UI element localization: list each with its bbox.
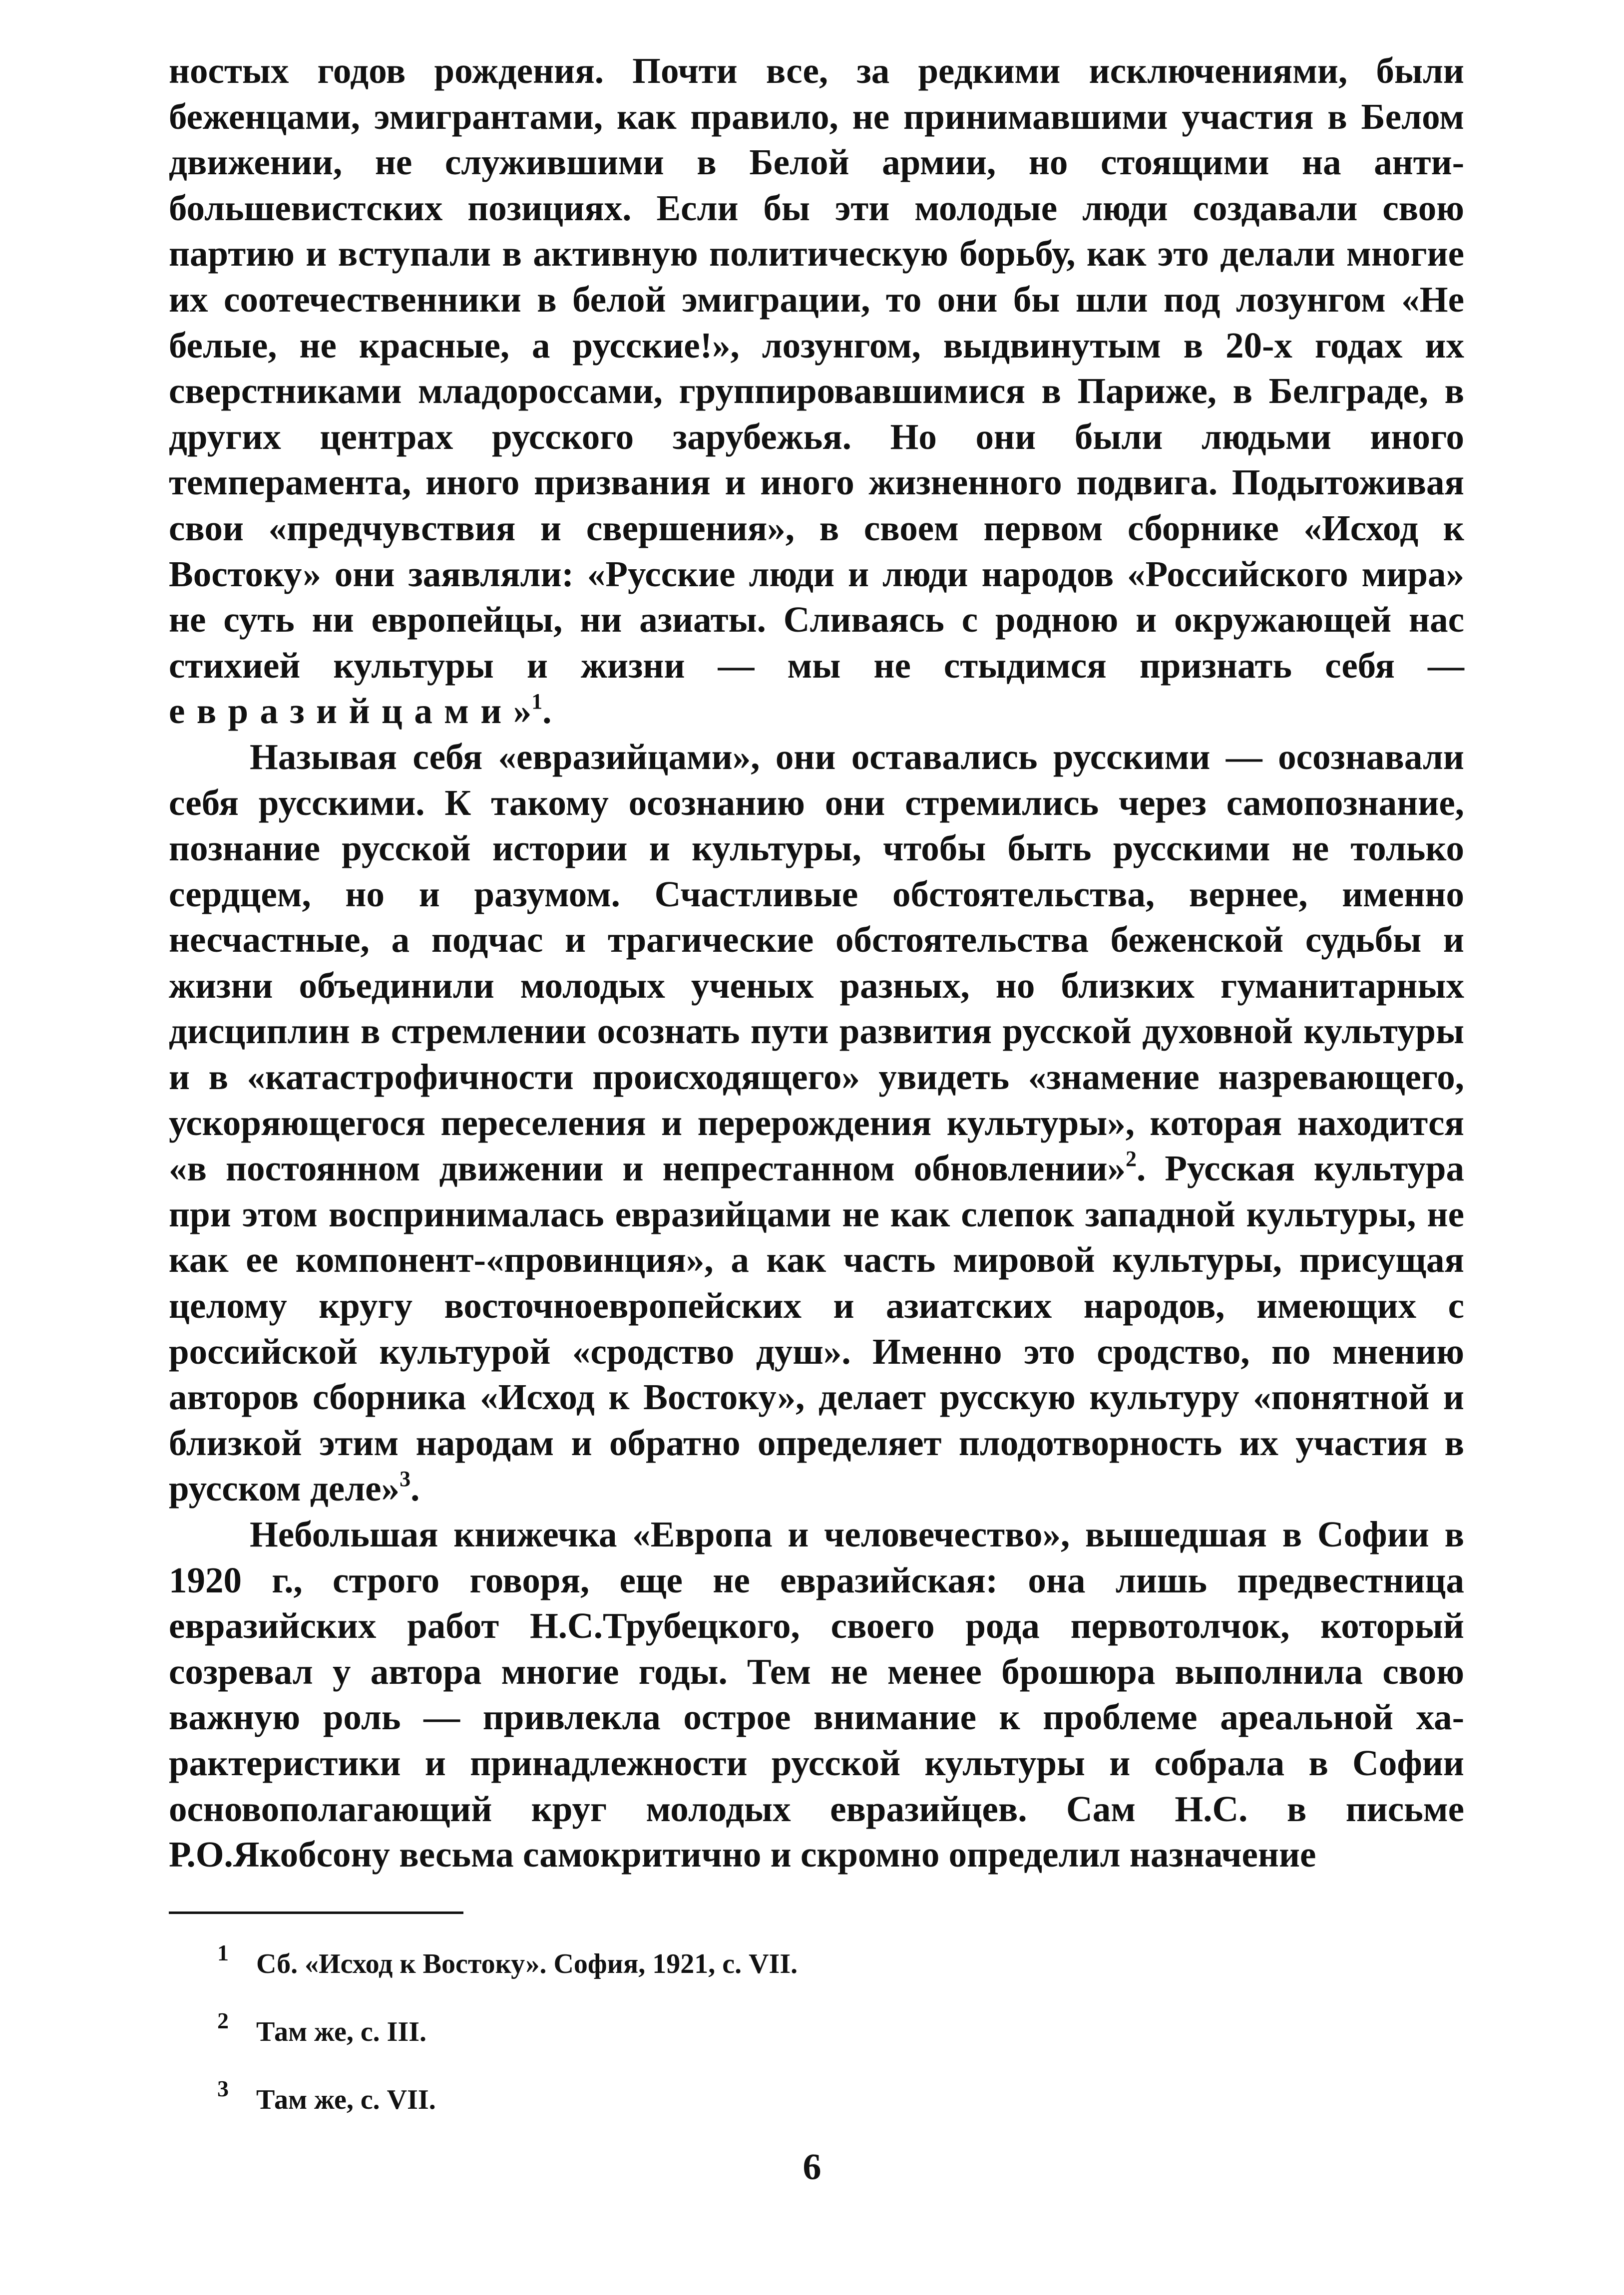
paragraph-2 — [169, 734, 1464, 1512]
footnote-reference-3[interactable]: 3 — [400, 1467, 411, 1492]
footnote-separator — [169, 1912, 463, 1914]
emphasized-word: евразийцами — [169, 691, 513, 732]
footnote-number: 2 — [217, 2008, 229, 2033]
paragraph-3 — [169, 1512, 1464, 1878]
footnote-number: 1 — [217, 1940, 229, 1965]
page-number: 6 — [803, 2147, 821, 2188]
footnote-text: Там же, с. III. — [256, 2016, 427, 2047]
paragraph-1 — [169, 48, 1464, 734]
closing-quote: » — [513, 691, 532, 732]
main-text — [169, 48, 1464, 1878]
paragraph-text: ностых годов рождения. Почти все, за редкими исключениями, были беженцами, эмигрантами, как правило, не принимавшими участия в Белом движении, не служившими в Белой армии, но стоящими на антибольшевистских позициях. Если бы эти молодые люди создавали свою партию и вступали в активную политическую борьбу, как это делали многие их соотечественники в белой эмиграции, то они бы шли под лозунгом «Не белые, не красные, а русские!», лозунгом, выдвинутым в 20-х годах их сверстниками младороссами, группировавшимися в Париже, в Белграде, в других центрах русского зарубежья. Но они были людьми иного темперамента, иного призвания и иного жизненного подвига. Подытоживая свои «предчувствия и свершения», в своем первом сборнике «Исход к Востоку» они заявляли: «Русские люди и люди народов «Российского мира» не суть ни европейцы, ни азиаты. Сливаясь с родною и окружающей нас стихией культуры и жизни — мы не стыдимся признать себя — — [169, 50, 1464, 686]
paragraph-text: Небольшая книжечка «Европа и человечество», вышедшая в Софии в 1920 г., строго говоря, еще не евразийская: она лишь предвестница евразийских работ Н.С.Трубецкого, своего рода первотолчок, который созревал у автора многие годы. Тем не менее брошюра выполнила свою важную роль — привлекла острое внимание к проблеме ареальной характеристики и принадлежности русской культуры и собрала в Софии основополагающий круг молодых евразийцев. Сам Н.С. в письме Р.О.Якобсону весьма самокритично и скромно определил назначение — [169, 1514, 1464, 1875]
footnote-3 — [217, 2078, 1416, 2146]
footnote-reference-1[interactable]: 1 — [531, 689, 543, 714]
paragraph-text: . Русская культура при этом воспринималась евразийцами не как слепок западной культуры, не как ее компонент-«провинция», а как часть мировой культуры, присущая целому кругу восточноевропейских и азиатских народов, имеющих с российской культурой «сродство душ». Именно это сродство, по мнению авторов сборника «Исход к Востоку», делает русскую культуру «понятной и близкой этим народам и обратно определяет плодотворность их участия в русском деле» — [169, 1148, 1464, 1509]
footnote-text: Там же, с. VII. — [256, 2084, 436, 2115]
footnote-reference-2[interactable]: 2 — [1126, 1146, 1137, 1171]
footnote-number: 3 — [217, 2076, 229, 2101]
footnotes — [217, 1942, 1416, 2146]
sentence-end: . — [542, 691, 552, 732]
sentence-end: . — [410, 1468, 420, 1509]
footnote-1 — [217, 1942, 1416, 2010]
paragraph-text: Называя себя «евразийцами», они оставались русскими — осознавали себя русскими. К такому осознанию они стремились через самопознание, познание русской истории и культуры, чтобы быть русскими не только сердцем, но и разумом. Счастливые обстоятельства, вернее, именно несчастные, а подчас и трагические обстоятельства беженской судьбы и жизни объединили молодых ученых разных, но близких гуманитарных дисциплин в стремлении осознать пути развития русской духовной культуры и в «катастрофичности происходящего» увидеть «знамение назревающего, ускоряющегося переселения и перерождения культуры», которая находится «в постоянном движении и непрестанном обновлении» — [169, 736, 1464, 1189]
footnote-2 — [217, 2010, 1416, 2078]
footnote-text: Сб. «Исход к Востоку». София, 1921, с. VII. — [256, 1948, 798, 1979]
